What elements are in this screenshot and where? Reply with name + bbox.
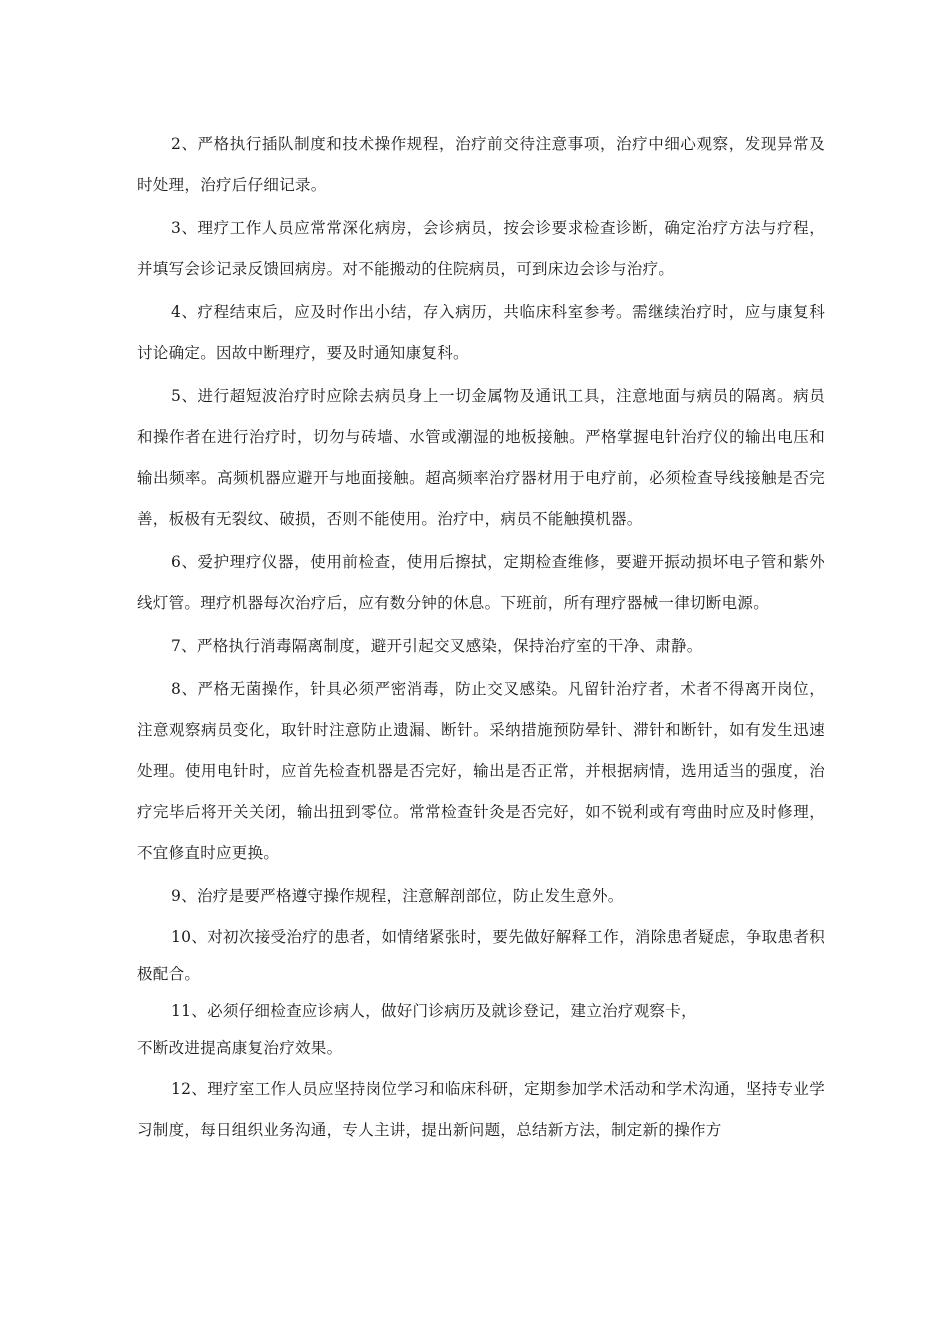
paragraph-9: 9、治疗是要严格遵守操作规程，注意解剖部位，防止发生意外。: [171, 887, 624, 905]
paragraph-10: 10、对初次接受治疗的患者，如情绪紧张时，要先做好解释工作，消除患者疑虑，争取患者积极配合。: [137, 928, 825, 983]
paragraph-12: 12、理疗室工作人员应坚持岗位学习和临床科研，定期参加学术活动和学术沟通，坚持专业学习制度，每日组织业务沟通，专人主讲，提出新问题，总结新方法，制定新的操作方: [137, 1080, 825, 1139]
paragraph-11: 11、必须仔细检查应诊病人，做好门诊病历及就诊登记，建立治疗观察卡，: [171, 1002, 697, 1020]
paragraph-5: 5、进行超短波治疗时应除去病员身上一切金属物及通讯工具，注意地面与病员的隔离。病员和操作者在进行治疗时，切勿与砖墙、水管或潮湿的地板接触。严格掌握电针治疗仪的输出电压和输出频率。高频机器应避开与地面接触。超高频率治疗器材用于电疗前，必须检查导线接触是否完善，板极有无裂纹、破损，否则不能使用。治疗中，病员不能触摸机器。: [137, 387, 825, 528]
paragraph-6: 6、爱护理疗仪器，使用前检查，使用后擦拭，定期检查维修，要避开振动损坏电子管和紫外线灯管。理疗机器每次治疗后，应有数分钟的休息。下班前，所有理疗器械一律切断电源。: [137, 553, 825, 612]
paragraph-11-continuation: 不断改进提高康复治疗效果。: [137, 1039, 343, 1057]
paragraph-3: 3、理疗工作人员应常常深化病房，会诊病员，按会诊要求检查诊断，确定治疗方法与疗程，并填写会诊记录反馈回病房。对不能搬动的住院病员，可到床边会诊与治疗。: [137, 219, 825, 278]
paragraph-4: 4、疗程结束后，应及时作出小结，存入病历，共临床科室参考。需继续治疗时，应与康复科讨论确定。因故中断理疗，要及时通知康复科。: [137, 303, 825, 362]
paragraph-2: 2、严格执行插队制度和技术操作规程，治疗前交待注意事项，治疗中细心观察，发现异常及时处理，治疗后仔细记录。: [137, 135, 825, 194]
paragraph-7: 7、严格执行消毒隔离制度，避开引起交叉感染，保持治疗室的干净、肃静。: [171, 637, 703, 655]
paragraph-8: 8、严格无菌操作，针具必须严密消毒，防止交叉感染。凡留针治疗者，术者不得离开岗位，注意观察病员变化，取针时注意防止遗漏、断针。采纳措施预防晕针、滞针和断针，如有发生迅速处理。使用电针时，应首先检查机器是否完好，输出是否正常，并根据病情，选用适当的强度，治疗完毕后将开关关闭，输出扭到零位。常常检查针灸是否完好，如不锐利或有弯曲时应及时修理，不宜修直时应更换。: [137, 680, 825, 862]
document-body: [137, 124, 825, 1151]
